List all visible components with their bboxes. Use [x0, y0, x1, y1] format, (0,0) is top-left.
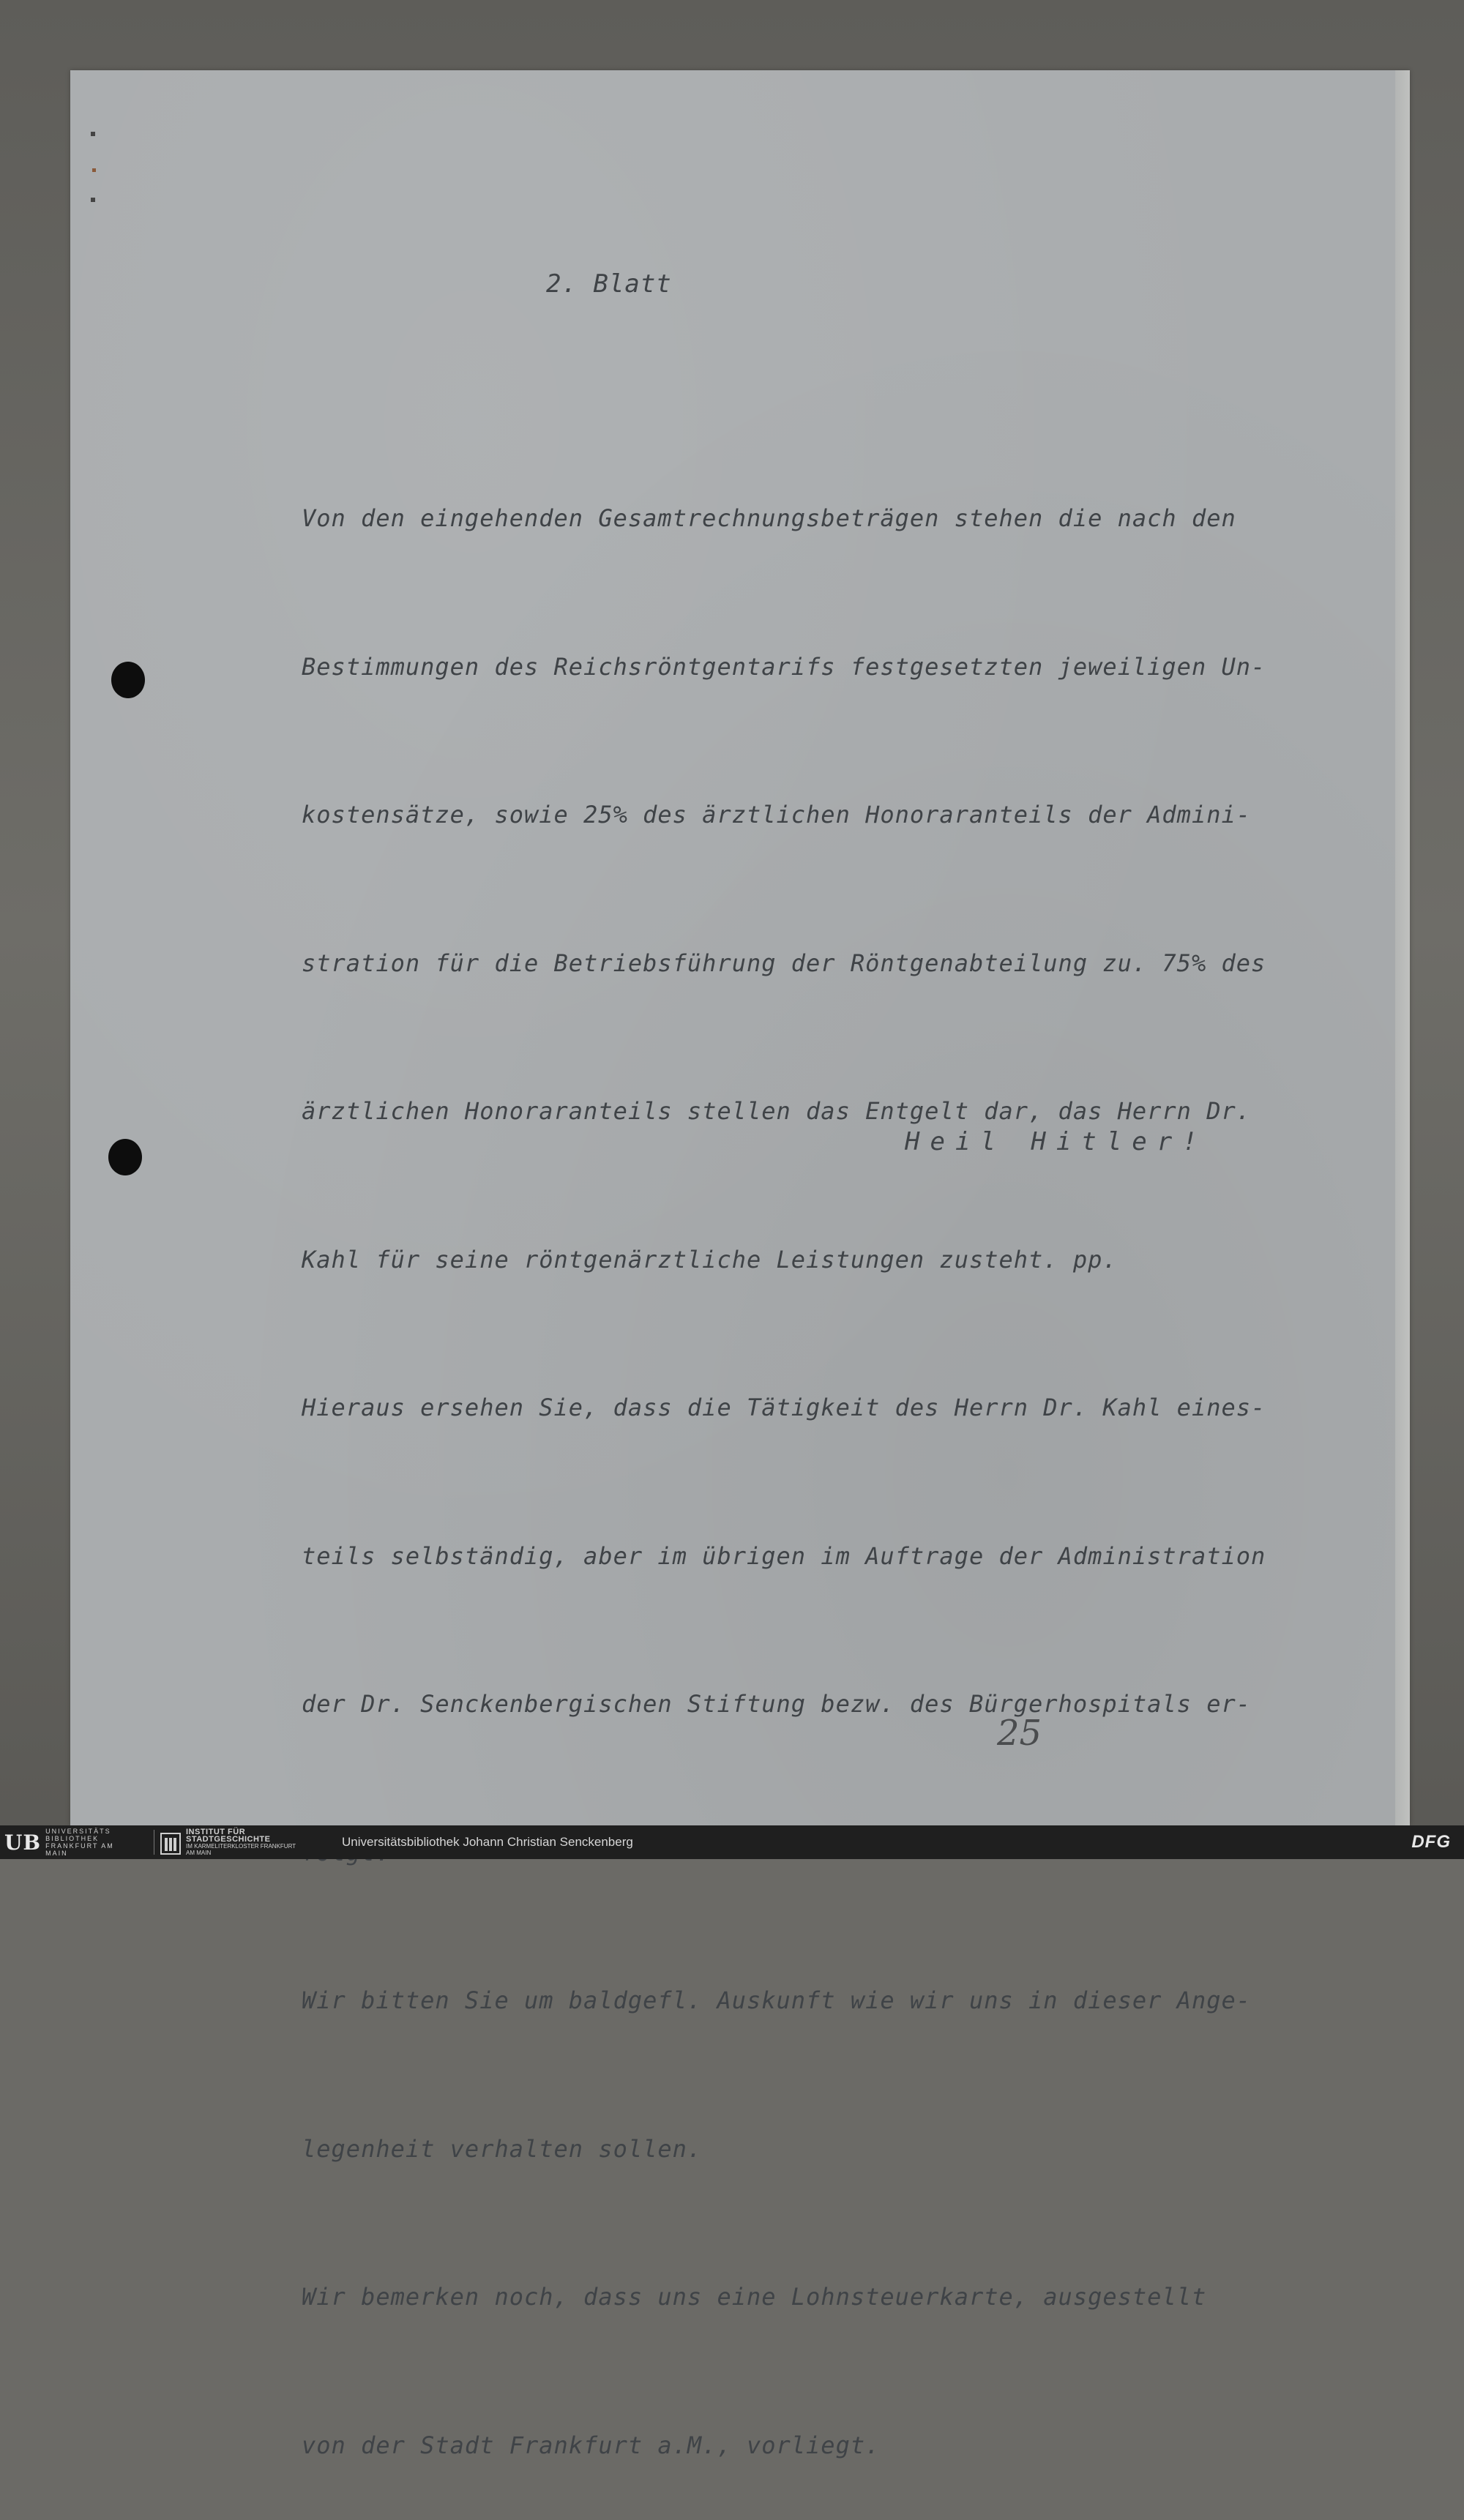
- text-line: der Dr. Senckenbergischen Stiftung bezw. des Bürgerhospitals er-: [302, 1690, 1251, 1718]
- isg-building-icon: [160, 1829, 182, 1855]
- text-line: Hieraus ersehen Sie, dass die Tätigkeit des Herrn Dr. Kahl eines-: [302, 1394, 1266, 1421]
- text-line: Kahl für seine röntgenärztliche Leistungen zusteht. pp.: [302, 1245, 1118, 1274]
- margin-mark: [91, 132, 95, 136]
- text-line: Wir bemerken noch, dass uns eine Lohnsteuerkarte, ausgestellt: [302, 2283, 1207, 2311]
- handwritten-page-number: 25: [997, 1713, 1042, 1754]
- text-line: Von den eingehenden Gesamtrechnungsbeträgen stehen die nach den: [302, 504, 1236, 532]
- text-line: teils selbständig, aber im übrigen im Auftrage der Administration: [302, 1541, 1266, 1570]
- ub-logo-mark: UB: [4, 1830, 42, 1855]
- dfg-logo[interactable]: DFG: [1411, 1832, 1451, 1852]
- closing-greeting: Heil Hitler!: [905, 1127, 1208, 1156]
- punch-hole: [111, 662, 145, 698]
- text-line: ärztlichen Honoraranteils stellen das Entgelt dar, das Herrn Dr.: [302, 1097, 1251, 1125]
- text-line: Wir bitten Sie um baldgefl. Auskunft wie wir uns in dieser Ange-: [302, 1986, 1251, 2014]
- paper-edge: [1395, 70, 1410, 1825]
- letter-body: [302, 395, 1266, 2520]
- text-line: legenheit verhalten sollen.: [302, 2134, 703, 2163]
- margin-mark: [92, 168, 96, 172]
- text-line: Bestimmungen des Reichsröntgentarifs festgesetzten jeweiligen Un-: [302, 652, 1266, 681]
- footer-bar: [0, 1825, 1464, 1859]
- text-line: stration für die Betriebsführung der Röntgenabteilung zu. 75% des: [302, 949, 1266, 977]
- library-name[interactable]: Universitätsbibliothek Johann Christian Senckenberg: [342, 1835, 633, 1849]
- text-line: kostensätze, sowie 25% des ärztlichen Honoraranteils der Admini-: [302, 801, 1251, 829]
- text-line: von der Stadt Frankfurt a.M., vorliegt.: [302, 2431, 881, 2459]
- isg-title: INSTITUT FÜR STADTGESCHICHTE: [186, 1828, 271, 1844]
- margin-mark: [91, 198, 95, 202]
- isg-subtitle: IM KARMELITERKLOSTER FRANKFURT AM MAIN: [186, 1843, 296, 1856]
- ub-logo-subtitle: UNIVERSITÄTS BIBLIOTHEK FRANKFURT AM MAIN: [45, 1828, 114, 1857]
- isg-logo[interactable]: [160, 1828, 296, 1856]
- punch-hole: [108, 1139, 142, 1175]
- ub-logo[interactable]: [4, 1830, 133, 1855]
- page-heading: 2. Blatt: [546, 269, 672, 299]
